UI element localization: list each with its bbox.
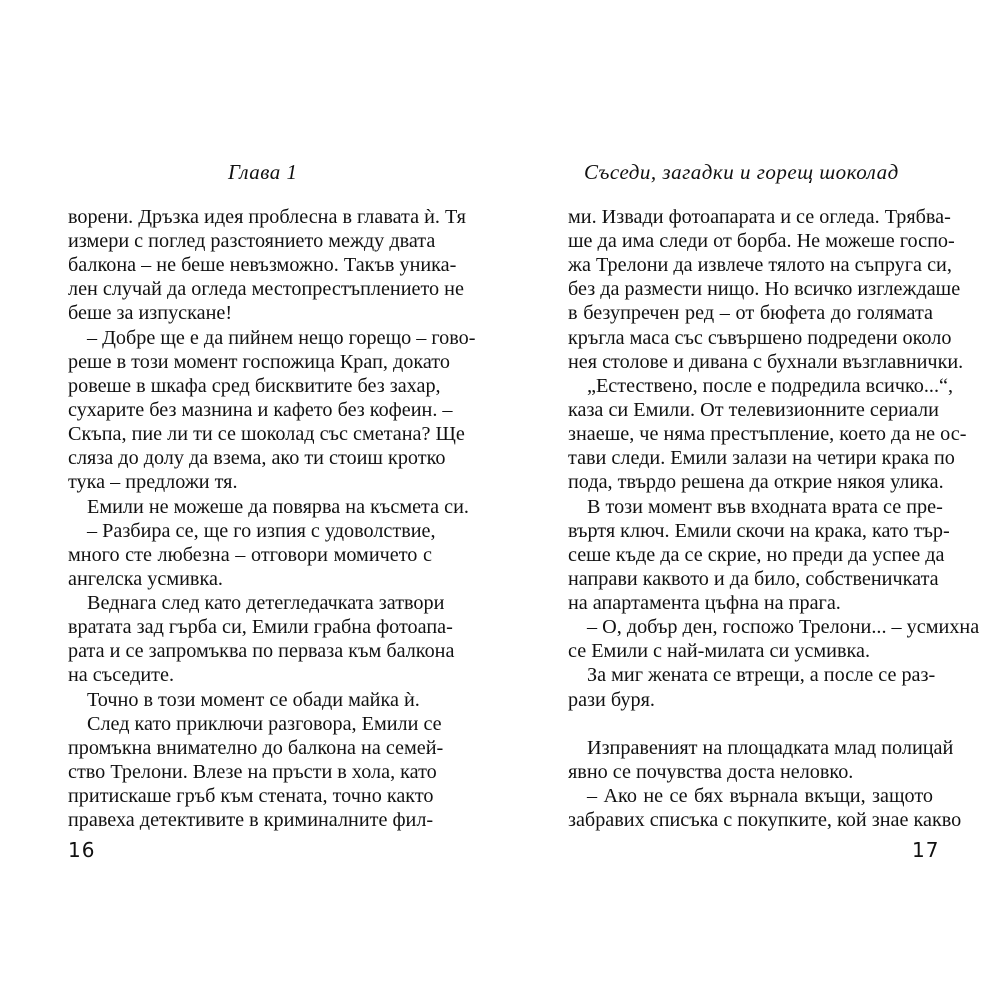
text-line: тука – предложи тя.	[68, 471, 238, 493]
text-line: знаеше, че няма престъпление, което да не ос-	[568, 423, 967, 445]
text-line: в безупречен ред – от бюфета до голямата	[568, 302, 933, 324]
text-line: без да размести нищо. Но всичко изглеждаше	[568, 278, 961, 300]
text-line: Изправеният на площадката млад полицай	[587, 737, 954, 759]
text-line: Веднага след като детегледачката затвори	[87, 592, 445, 614]
text-line: пода, твърдо решена да открие някоя улика.	[568, 471, 944, 493]
text-line: промъкна внимателно до балкона на семей-	[68, 737, 444, 759]
text-line: беше за изпускане!	[68, 302, 233, 324]
text-line: каза си Емили. От телевизионните сериали	[568, 399, 939, 421]
chapter-header: Съседи, загадки и горещ шоколад	[584, 160, 899, 184]
text-line: – Ако не се бях върнала вкъщи, защото	[587, 785, 933, 807]
text-line: забравих списъка с покупките, кой знае какво	[568, 809, 962, 831]
text-line: ангелска усмивка.	[68, 568, 223, 590]
text-line: Точно в този момент се обади майка ѝ.	[87, 689, 420, 711]
text-line: – О, добър ден, госпожо Трелони... – усмихна	[587, 616, 980, 638]
text-line: ство Трелони. Влезе на пръсти в хола, като	[68, 761, 437, 783]
text-line: – Добре ще е да пийнем нещо горещо – гово-	[87, 327, 476, 349]
text-line: сухарите без мазнина и кафето без кофеин. –	[68, 399, 453, 421]
text-line: реше в този момент госпожица Крап, докато	[68, 351, 450, 373]
text-line: направи каквото и да било, собственичката	[568, 568, 939, 590]
text-line: ше да има следи от борба. Не можеше госпо-	[568, 230, 955, 252]
text-line: За миг жената се втрещи, а после се раз-	[587, 664, 936, 686]
text-line: се Емили с най-милата си усмивка.	[568, 640, 870, 662]
text-line: „Естествено, после е подредила всичко...“,	[587, 375, 954, 397]
text-line: балкона – не беше невъзможно. Такъв уника-	[68, 254, 457, 276]
text-line: кръгла маса със съвършено подредени около	[568, 327, 952, 349]
text-line: рази буря.	[568, 689, 655, 711]
text-line: – Разбира се, ще го изпия с удоволствие,	[87, 520, 436, 542]
page-number: 16	[68, 838, 96, 862]
text-line: В този момент във входната врата се пре-	[587, 496, 943, 518]
text-line: явно се почувства доста неловко.	[568, 761, 854, 783]
text-line: измери с поглед разстоянието между двата	[68, 230, 436, 252]
text-line: лен случай да огледа местопрестъплението не	[68, 278, 464, 300]
text-line: ворени. Дръзка идея проблесна в главата ѝ. Тя	[68, 206, 466, 228]
text-line: Емили не можеше да повярва на късмета си.	[87, 496, 469, 518]
text-line: ми. Извади фотоапарата и се огледа. Трябва-	[568, 206, 951, 228]
chapter-header: Глава 1	[228, 160, 298, 184]
text-line: въртя ключ. Емили скочи на крака, като тър-	[568, 520, 950, 542]
text-line: рата и се запромъква по перваза към балкона	[68, 640, 455, 662]
text-line: жа Трелони да извлече тялото на съпруга си,	[568, 254, 952, 276]
text-line: нея столове и дивана с бухнали възглавнички.	[568, 351, 964, 373]
text-line: правеха детективите в криминалните фил-	[68, 809, 434, 831]
text-line: притискаше гръб към стената, точно както	[68, 785, 434, 807]
text-line: много сте любезна – отговори момичето с	[68, 544, 432, 566]
page-number: 17	[912, 838, 940, 862]
text-line: на съседите.	[68, 664, 175, 686]
text-line: тави следи. Емили залази на четири крака по	[568, 447, 955, 469]
text-line: След като приключи разговора, Емили се	[87, 713, 442, 735]
text-line: сляза до долу да взема, ако ти стоиш кротко	[68, 447, 446, 469]
right-page	[500, 0, 1000, 1000]
text-line: сеше къде да се скрие, но преди да успее да	[568, 544, 945, 566]
text-line: вратата зад гърба си, Емили грабна фотоапа-	[68, 616, 453, 638]
text-line: ровеше в шкафа сред бисквитите без захар,	[68, 375, 441, 397]
text-line: на апартамента цъфна на прага.	[568, 592, 841, 614]
text-line: Скъпа, пие ли ти се шоколад със сметана? Ще	[68, 423, 465, 445]
